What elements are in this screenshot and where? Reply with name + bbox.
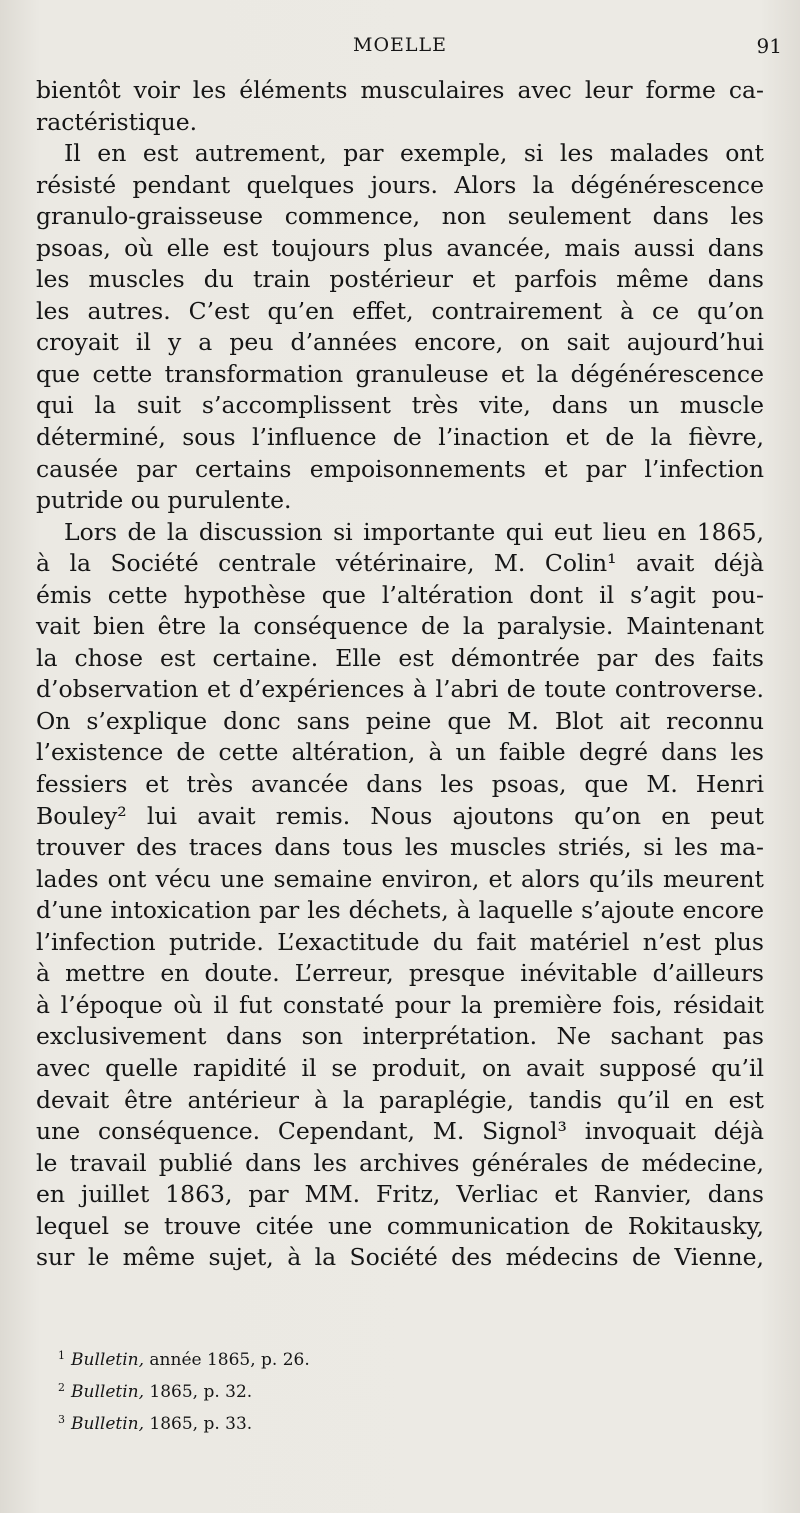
body-text [36,75,764,1274]
footnote [58,1372,558,1404]
footnote-text: 1865, p. 32. [149,1382,253,1402]
text-line: lequel se trouve citée une communication de Rokitausky, [36,1211,764,1240]
text-line: granulo-graisseuse commence, non seulement dans les [36,202,764,231]
text-line: à l’époque où il fut constaté pour la première fois, résidait [36,990,764,1019]
text-line: devait être antérieur à la paraplégie, tandis qu’il en est [36,1085,764,1114]
text-line: exclusivement dans son interprétation. Ne sachant pas [36,1022,764,1051]
chapter-title: MOELLE [352,34,447,56]
text-line: avec quelle rapidité il se produit, on avait supposé qu’il [36,1053,764,1082]
text-line: trouver des traces dans tous les muscles striés, si les ma- [36,833,764,862]
text-line: On s’explique donc sans peine que M. Blot ait reconnu [36,706,764,735]
page-number: 91 [756,34,782,58]
text-line: en juillet 1863, par MM. Fritz, Verliac et Ranvier, dans [36,1180,764,1209]
text-line: les autres. C’est qu’en effet, contrairement à ce qu’on [36,296,764,325]
text-line: que cette transformation granuleuse et la dégénérescence [36,359,764,388]
text-line: le travail publié dans les archives générales de médecine, [36,1148,764,1177]
footnote-source: Bulletin, [71,1382,144,1402]
text-line: qui la suit s’accomplissent très vite, dans un muscle [36,391,764,420]
running-head [0,34,800,64]
text-line: fessiers et très avancée dans les psoas, que M. Henri [36,770,764,799]
text-line: Lors de la discussion si importante qui eut lieu en 1865, [64,517,764,546]
text-line: émis cette hypothèse que l’altération dont il s’agit pou- [36,580,764,609]
text-line: résisté pendant quelques jours. Alors la dégénérescence [36,170,764,199]
text-line: la chose est certaine. Elle est démontrée par des faits [36,643,764,672]
text-line: l’infection putride. L’exactitude du fait matériel n’est plus [36,927,764,956]
footnote [58,1404,558,1436]
text-line: bientôt voir les éléments musculaires avec leur forme ca- [36,76,764,104]
text-line: les muscles du train postérieur et parfois même dans [36,265,764,294]
text-line: sur le même sujet, à la Société des médecins de Vienne, [36,1243,764,1272]
footnotes [58,1340,558,1436]
text-line: croyait il y a peu d’années encore, on sait aujourd’hui [36,328,764,357]
footnote-mark: 2 [58,1381,65,1394]
footnote-text: 1865, p. 33. [149,1414,253,1434]
text-line: lades ont vécu une semaine environ, et alors qu’ils meurent [36,864,764,893]
text-line: psoas, où elle est toujours plus avancée, mais aussi dans [36,233,764,262]
text-line: vait bien être la conséquence de la paralysie. Maintenant [36,612,764,641]
text-line: déterminé, sous l’influence de l’inaction et de la fièvre, [36,423,764,452]
text-line: ractéristique. [36,107,198,136]
footnote-mark: 3 [58,1413,65,1426]
text-line: causée par certains empoisonnements et par l’infection [36,454,764,483]
text-line: Bouley² lui avait remis. Nous ajoutons qu’on en peut [36,801,764,830]
footnote-text: année 1865, p. 26. [149,1350,310,1370]
text-line: d’une intoxication par les déchets, à laquelle s’ajoute encore [36,896,764,925]
footnote-source: Bulletin, [71,1350,144,1370]
footnote-mark: 1 [58,1349,65,1362]
text-line: l’existence de cette altération, à un faible degré dans les [36,738,764,767]
text-line: à la Société centrale vétérinaire, M. Colin¹ avait déjà [36,549,764,578]
text-line: à mettre en doute. L’erreur, presque inévitable d’ailleurs [36,959,764,988]
text-line: putride ou purulente. [36,486,292,515]
footnote-source: Bulletin, [71,1414,144,1434]
text-line: une conséquence. Cependant, M. Signol³ invoquait déjà [36,1117,764,1146]
footnote [58,1340,558,1372]
text-line: d’observation et d’expériences à l’abri de toute controverse. [36,675,764,704]
text-line: Il en est autrement, par exemple, si les malades ont [64,139,764,168]
